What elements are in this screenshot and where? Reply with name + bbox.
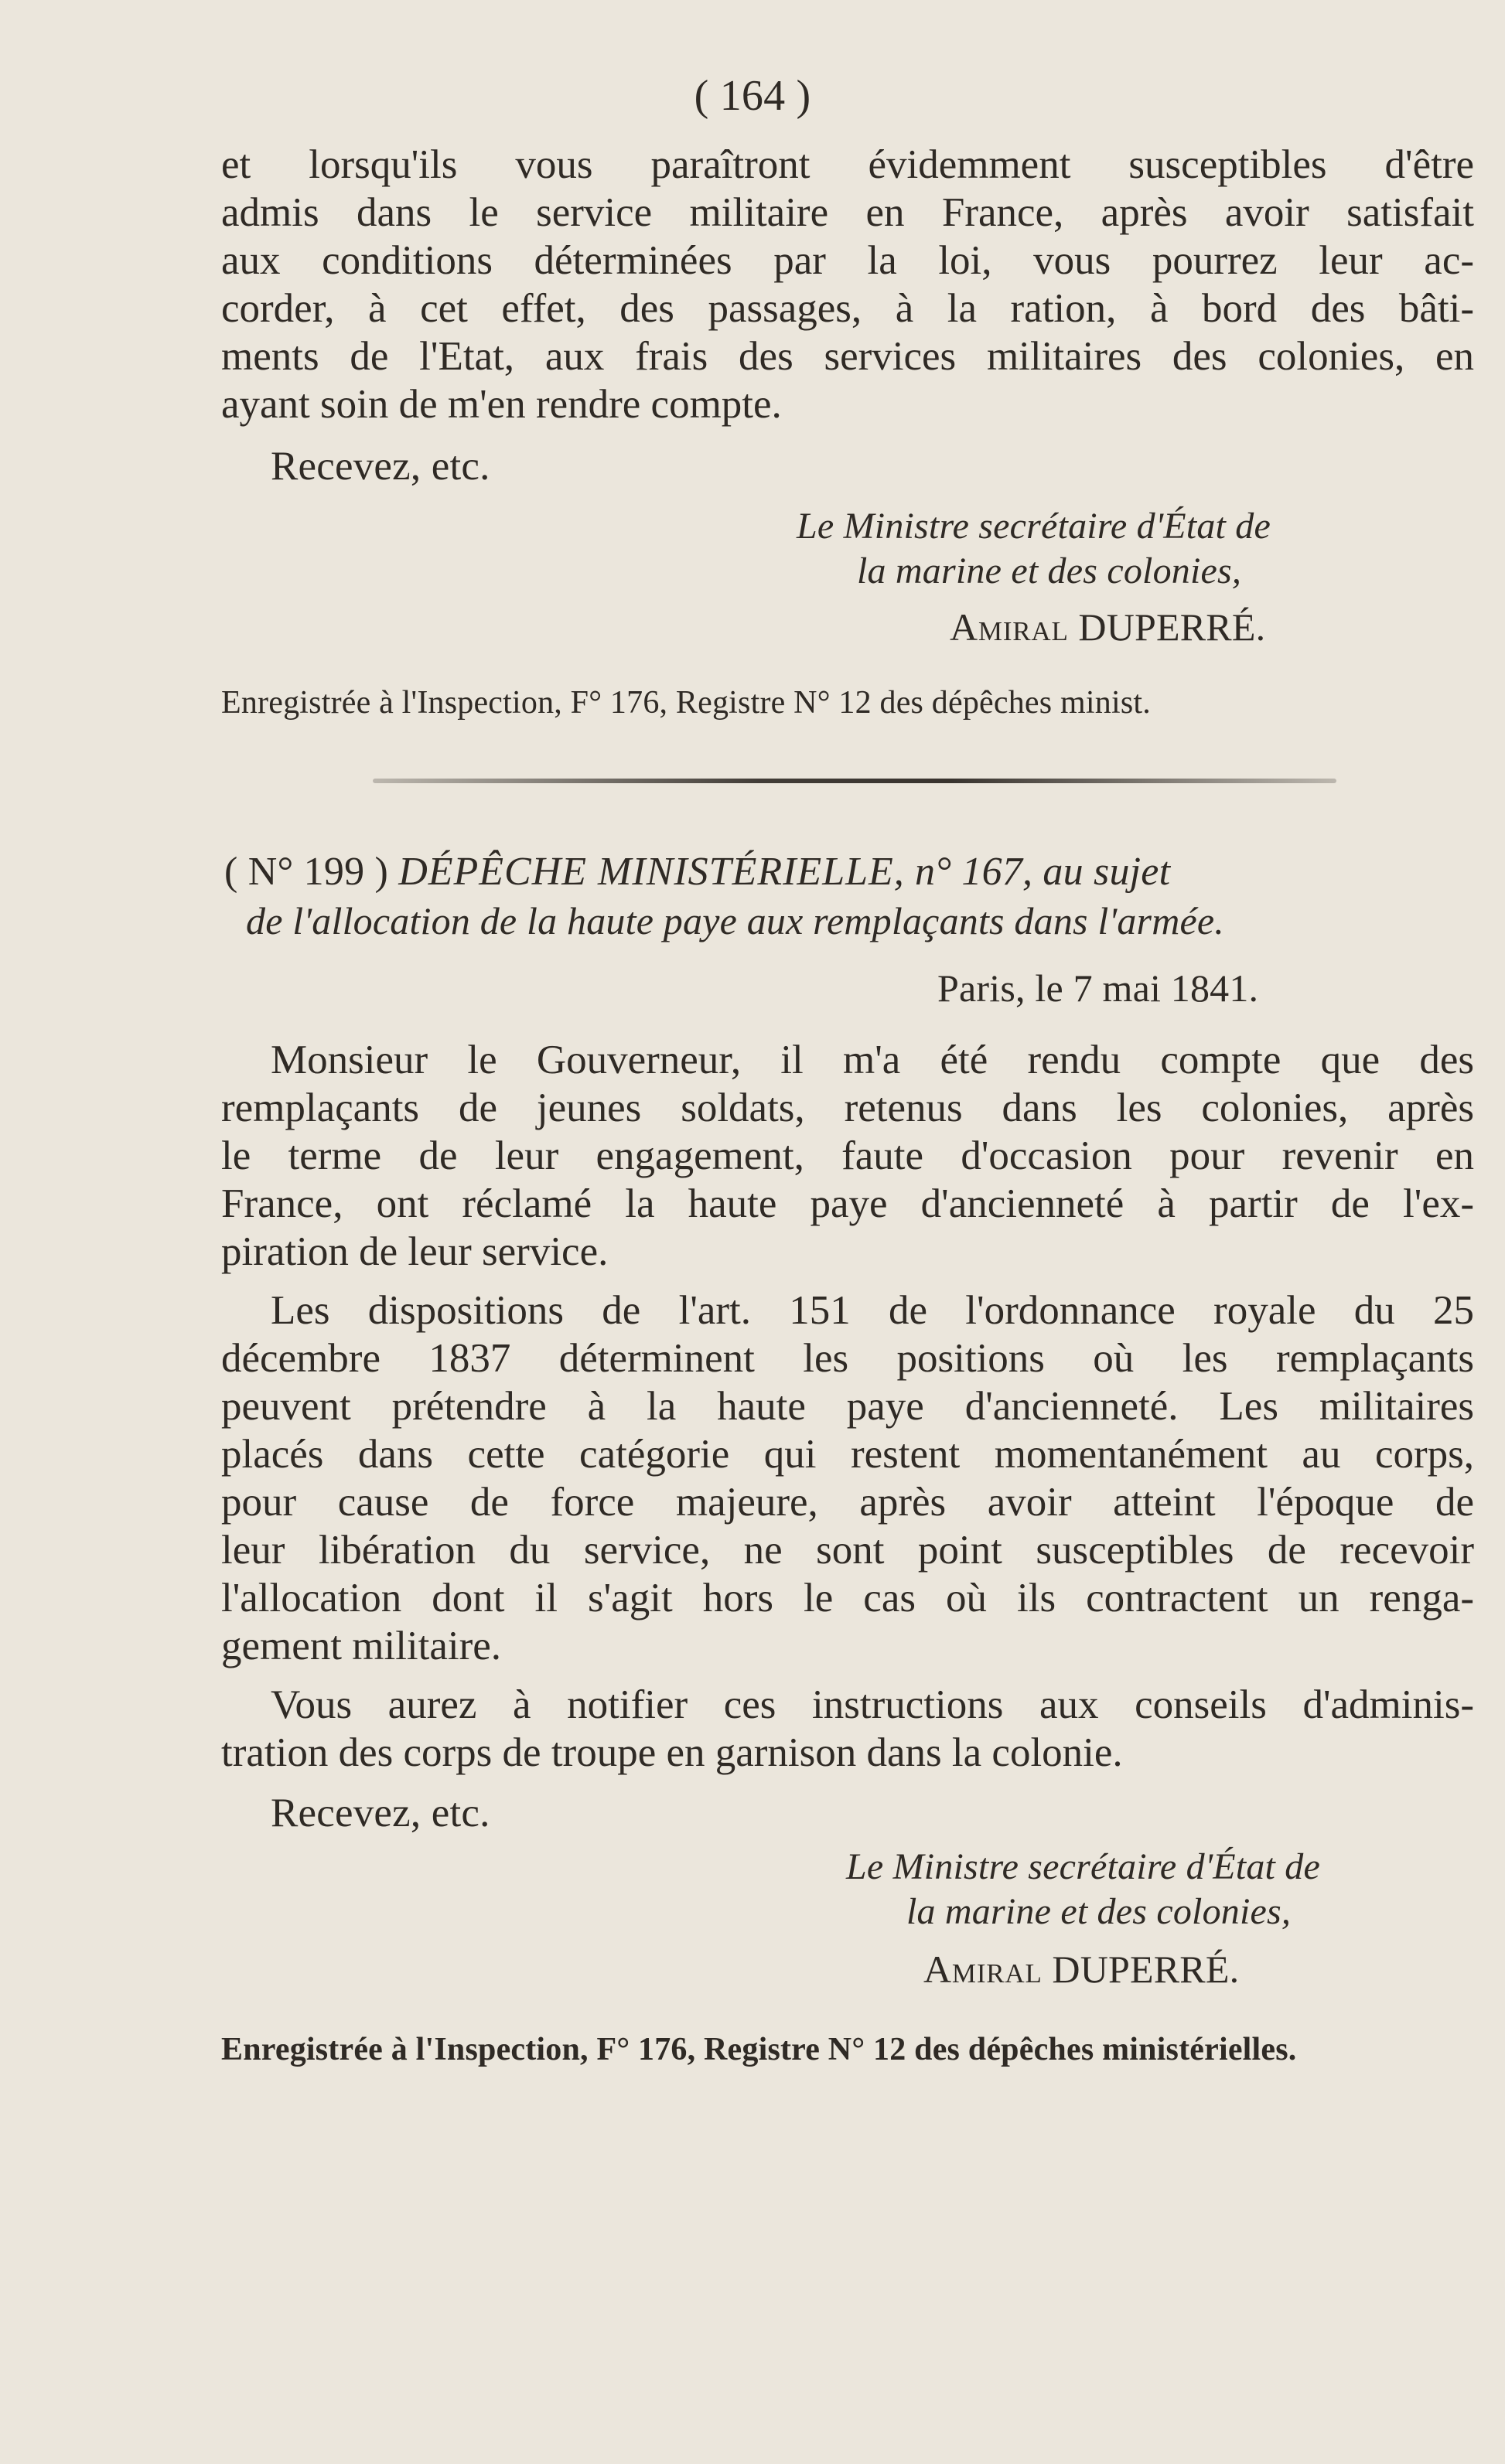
- paragraph-line: aux conditions déterminées par la loi, vous pourrez leur ac-: [221, 238, 1474, 283]
- signature-name-line: [950, 605, 1265, 649]
- main-paragraph-1: [221, 1036, 1474, 1276]
- signature-title-line-1: Le Ministre secrétaire d'État de: [846, 1846, 1320, 1887]
- signature-name: DUPERRÉ.: [1078, 605, 1266, 649]
- paragraph-line: France, ont réclamé la haute paye d'ancienneté à partir de l'ex-: [221, 1181, 1474, 1226]
- dispatch-title: DÉPÊCHE MINISTÉRIELLE,: [398, 850, 905, 894]
- signature-title-line-1: Le Ministre secrétaire d'État de: [797, 506, 1271, 547]
- paragraph-line: décembre 1837 déterminent les positions où les remplaçants: [221, 1336, 1474, 1381]
- dispatch-date: Paris, le 7 mai 1841.: [937, 966, 1259, 1010]
- registration-note: Enregistrée à l'Inspection, F° 176, Registre N° 12 des dépêches ministérielles.: [221, 2032, 1297, 2067]
- paragraph-line: ments de l'Etat, aux frais des services militaires des colonies, en: [221, 334, 1474, 379]
- paragraph-line: corder, à cet effet, des passages, à la ration, à bord des bâti-: [221, 286, 1474, 331]
- closing-recevez: Recevez, etc.: [271, 444, 490, 489]
- registration-note: Enregistrée à l'Inspection, F° 176, Registre N° 12 des dépêches minist.: [221, 685, 1151, 721]
- paragraph-line: leur libération du service, ne sont point susceptibles de recevoir: [221, 1528, 1474, 1573]
- paragraph-line: piration de leur service.: [221, 1229, 609, 1274]
- paragraph-line: placés dans cette catégorie qui restent momentanément au corps,: [221, 1432, 1474, 1477]
- dispatch-number-ref: n° 167,: [915, 850, 1033, 894]
- section-divider: [373, 779, 1336, 783]
- paragraph-line: gement militaire.: [221, 1624, 502, 1668]
- main-paragraph-2: [221, 1287, 1474, 1670]
- paragraph-line: admis dans le service militaire en France, après avoir satisfait: [221, 190, 1474, 235]
- dispatch-subject-prefix: au sujet: [1043, 850, 1171, 894]
- signature-rank: Amiral: [923, 1948, 1043, 1991]
- paragraph-line: peuvent prétendre à la haute paye d'ancienneté. Les militaires: [221, 1384, 1474, 1429]
- signature-title-line-2: la marine et des colonies,: [906, 1891, 1292, 1932]
- paragraph-line: Monsieur le Gouverneur, il m'a été rendu compte que des: [271, 1038, 1474, 1082]
- dispatch-heading-line-2: de l'allocation de la haute paye aux remplaçants dans l'armée.: [246, 899, 1225, 942]
- page-number: ( 164 ): [694, 72, 811, 120]
- paragraph-line: et lorsqu'ils vous paraîtront évidemment susceptibles d'être: [221, 142, 1474, 187]
- paragraph-line: Vous aurez à notifier ces instructions aux conseils d'adminis-: [271, 1682, 1474, 1727]
- signature-rank: Amiral: [950, 605, 1069, 649]
- paragraph-line: ayant soin de m'en rendre compte.: [221, 382, 782, 427]
- signature-title-line-2: la marine et des colonies,: [857, 550, 1242, 591]
- top-paragraph: [221, 141, 1474, 428]
- paragraph-line: pour cause de force majeure, après avoir atteint l'époque de: [221, 1480, 1474, 1525]
- dispatch-heading-line-1: [224, 848, 1170, 896]
- paragraph-line: remplaçants de jeunes soldats, retenus dans les colonies, après: [221, 1085, 1474, 1130]
- dispatch-number: ( N° 199 ): [224, 850, 388, 894]
- paragraph-line: tration des corps de troupe en garnison dans la colonie.: [221, 1730, 1123, 1775]
- paragraph-line: Les dispositions de l'art. 151 de l'ordonnance royale du 25: [271, 1288, 1474, 1333]
- signature-name: DUPERRÉ.: [1052, 1948, 1240, 1991]
- main-paragraph-3: [221, 1681, 1474, 1777]
- paragraph-line: le terme de leur engagement, faute d'occasion pour revenir en: [221, 1133, 1474, 1178]
- signature-name-line: [923, 1947, 1239, 1992]
- closing-recevez: Recevez, etc.: [271, 1791, 490, 1835]
- paragraph-line: l'allocation dont il s'agit hors le cas où ils contractent un renga-: [221, 1576, 1474, 1621]
